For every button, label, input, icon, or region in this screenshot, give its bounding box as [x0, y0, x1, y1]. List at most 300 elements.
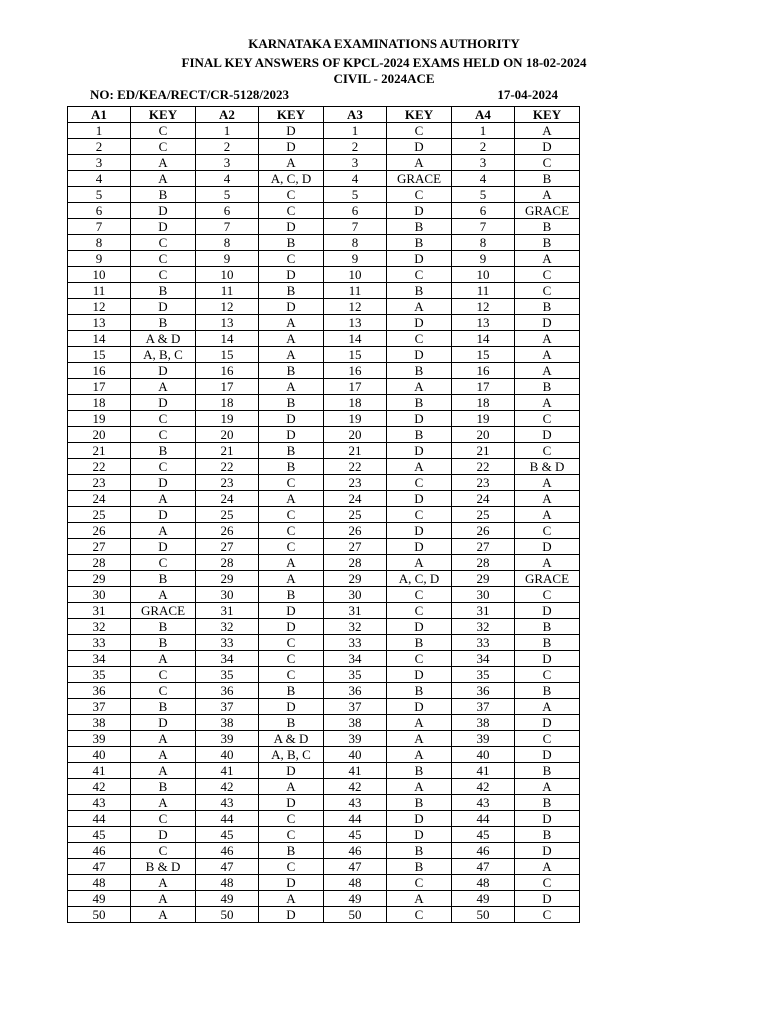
question-number-a3: 25: [324, 507, 387, 523]
question-number-a4: 32: [452, 619, 515, 635]
column-header-key: KEY: [131, 107, 196, 123]
question-number-a1: 9: [68, 251, 131, 267]
answer-key-a1: A: [131, 763, 196, 779]
question-number-a1: 15: [68, 347, 131, 363]
table-row: [68, 171, 580, 187]
question-number-a1: 6: [68, 203, 131, 219]
table-row: [68, 603, 580, 619]
question-number-a4: 36: [452, 683, 515, 699]
answer-key-a1: C: [131, 555, 196, 571]
answer-key-a2: D: [259, 219, 324, 235]
answer-key-a2: B: [259, 683, 324, 699]
answer-key-a4: B & D: [515, 459, 580, 475]
answer-key-a1: B & D: [131, 859, 196, 875]
answer-key-a4: A: [515, 859, 580, 875]
question-number-a4: 46: [452, 843, 515, 859]
table-row: [68, 123, 580, 139]
answer-key-a1: C: [131, 811, 196, 827]
question-number-a2: 6: [196, 203, 259, 219]
answer-key-a3: A: [387, 747, 452, 763]
answer-key-a2: A: [259, 331, 324, 347]
answer-key-a2: A & D: [259, 731, 324, 747]
answer-key-a3: B: [387, 763, 452, 779]
question-number-a1: 17: [68, 379, 131, 395]
question-number-a3: 24: [324, 491, 387, 507]
question-number-a2: 14: [196, 331, 259, 347]
answer-key-a4: B: [515, 171, 580, 187]
answer-key-a1: A: [131, 891, 196, 907]
answer-key-a4: D: [515, 427, 580, 443]
table-row: [68, 155, 580, 171]
answer-key-a1: C: [131, 683, 196, 699]
question-number-a1: 30: [68, 587, 131, 603]
table-row: [68, 139, 580, 155]
question-number-a2: 8: [196, 235, 259, 251]
question-number-a1: 12: [68, 299, 131, 315]
table-row: [68, 267, 580, 283]
question-number-a3: 34: [324, 651, 387, 667]
question-number-a4: 26: [452, 523, 515, 539]
answer-key-a3: D: [387, 491, 452, 507]
answer-key-a3: D: [387, 619, 452, 635]
question-number-a4: 6: [452, 203, 515, 219]
question-number-a4: 4: [452, 171, 515, 187]
answer-key-a2: D: [259, 411, 324, 427]
column-header-a3: A3: [324, 107, 387, 123]
question-number-a3: 36: [324, 683, 387, 699]
answer-key-a3: A: [387, 891, 452, 907]
answer-key-a1: D: [131, 507, 196, 523]
answer-key-a3: A: [387, 779, 452, 795]
answer-key-a4: GRACE: [515, 203, 580, 219]
question-number-a4: 17: [452, 379, 515, 395]
answer-key-a2: C: [259, 651, 324, 667]
answer-key-a3: B: [387, 683, 452, 699]
question-number-a2: 28: [196, 555, 259, 571]
answer-key-a4: A: [515, 251, 580, 267]
question-number-a2: 24: [196, 491, 259, 507]
question-number-a3: 2: [324, 139, 387, 155]
answer-key-a2: C: [259, 475, 324, 491]
answer-key-a4: C: [515, 267, 580, 283]
answer-key-a4: GRACE: [515, 571, 580, 587]
answer-key-a4: D: [515, 139, 580, 155]
question-number-a4: 37: [452, 699, 515, 715]
question-number-a1: 19: [68, 411, 131, 427]
table-row: [68, 683, 580, 699]
table-row: [68, 251, 580, 267]
answer-key-a4: A: [515, 491, 580, 507]
answer-key-a2: C: [259, 187, 324, 203]
answer-key-a4: D: [515, 715, 580, 731]
question-number-a4: 28: [452, 555, 515, 571]
answer-key-a1: A: [131, 379, 196, 395]
question-number-a4: 2: [452, 139, 515, 155]
answer-key-a4: A: [515, 331, 580, 347]
question-number-a1: 24: [68, 491, 131, 507]
answer-key-a4: B: [515, 619, 580, 635]
answer-key-a4: B: [515, 795, 580, 811]
answer-key-a4: B: [515, 635, 580, 651]
table-row: [68, 763, 580, 779]
question-number-a2: 21: [196, 443, 259, 459]
question-number-a4: 50: [452, 907, 515, 923]
question-number-a3: 8: [324, 235, 387, 251]
answer-key-a4: A: [515, 555, 580, 571]
answer-key-a2: B: [259, 283, 324, 299]
question-number-a3: 26: [324, 523, 387, 539]
question-number-a2: 41: [196, 763, 259, 779]
answer-key-a2: A: [259, 315, 324, 331]
answer-key-a2: C: [259, 203, 324, 219]
question-number-a4: 39: [452, 731, 515, 747]
table-row: [68, 507, 580, 523]
question-number-a4: 41: [452, 763, 515, 779]
answer-key-a1: A: [131, 651, 196, 667]
answer-key-a2: B: [259, 715, 324, 731]
question-number-a2: 40: [196, 747, 259, 763]
answer-key-a2: A: [259, 379, 324, 395]
question-number-a3: 32: [324, 619, 387, 635]
question-number-a4: 27: [452, 539, 515, 555]
issue-date: 17-04-2024: [497, 87, 558, 102]
answer-key-a3: GRACE: [387, 171, 452, 187]
question-number-a2: 43: [196, 795, 259, 811]
question-number-a3: 28: [324, 555, 387, 571]
answer-key-a2: A: [259, 155, 324, 171]
question-number-a3: 3: [324, 155, 387, 171]
question-number-a4: 19: [452, 411, 515, 427]
question-number-a4: 43: [452, 795, 515, 811]
table-row: [68, 475, 580, 491]
answer-key-a1: D: [131, 203, 196, 219]
answer-key-a2: D: [259, 875, 324, 891]
question-number-a4: 35: [452, 667, 515, 683]
question-number-a1: 49: [68, 891, 131, 907]
question-number-a4: 48: [452, 875, 515, 891]
question-number-a1: 23: [68, 475, 131, 491]
question-number-a3: 48: [324, 875, 387, 891]
answer-key-a1: C: [131, 459, 196, 475]
question-number-a3: 4: [324, 171, 387, 187]
question-number-a1: 21: [68, 443, 131, 459]
question-number-a1: 22: [68, 459, 131, 475]
header-exam-title: FINAL KEY ANSWERS OF KPCL-2024 EXAMS HELD ON 18-02-2024: [181, 55, 587, 70]
question-number-a2: 48: [196, 875, 259, 891]
table-row: [68, 347, 580, 363]
answer-key-a1: D: [131, 363, 196, 379]
question-number-a1: 1: [68, 123, 131, 139]
question-number-a3: 21: [324, 443, 387, 459]
table-row: [68, 219, 580, 235]
answer-key-a3: B: [387, 635, 452, 651]
table-row: [68, 283, 580, 299]
answer-key-a4: B: [515, 683, 580, 699]
answer-key-a1: D: [131, 827, 196, 843]
answer-key-a4: D: [515, 603, 580, 619]
answer-key-a1: B: [131, 699, 196, 715]
answer-key-a3: D: [387, 139, 452, 155]
question-number-a2: 44: [196, 811, 259, 827]
question-number-a4: 5: [452, 187, 515, 203]
question-number-a2: 31: [196, 603, 259, 619]
answer-key-a3: A, C, D: [387, 571, 452, 587]
question-number-a2: 17: [196, 379, 259, 395]
table-header-row: [68, 107, 580, 123]
question-number-a4: 13: [452, 315, 515, 331]
answer-key-a3: D: [387, 251, 452, 267]
question-number-a3: 13: [324, 315, 387, 331]
column-header-key: KEY: [515, 107, 580, 123]
question-number-a2: 45: [196, 827, 259, 843]
answer-key-a3: A: [387, 715, 452, 731]
answer-key-a1: A: [131, 795, 196, 811]
question-number-a2: 11: [196, 283, 259, 299]
answer-key-a4: D: [515, 315, 580, 331]
answer-key-a2: A: [259, 555, 324, 571]
answer-key-a2: C: [259, 507, 324, 523]
question-number-a4: 16: [452, 363, 515, 379]
question-number-a4: 9: [452, 251, 515, 267]
answer-key-a4: A: [515, 187, 580, 203]
answer-key-a1: B: [131, 635, 196, 651]
answer-key-a4: B: [515, 763, 580, 779]
question-number-a1: 39: [68, 731, 131, 747]
answer-key-a1: A: [131, 523, 196, 539]
table-row: [68, 699, 580, 715]
answer-key-a2: A, C, D: [259, 171, 324, 187]
question-number-a1: 28: [68, 555, 131, 571]
question-number-a3: 30: [324, 587, 387, 603]
table-row: [68, 795, 580, 811]
question-number-a1: 43: [68, 795, 131, 811]
answer-key-a1: D: [131, 475, 196, 491]
question-number-a1: 16: [68, 363, 131, 379]
answer-key-a2: D: [259, 699, 324, 715]
answer-key-a3: A: [387, 155, 452, 171]
question-number-a2: 46: [196, 843, 259, 859]
answer-key-a2: C: [259, 251, 324, 267]
answer-key-a1: B: [131, 283, 196, 299]
question-number-a1: 2: [68, 139, 131, 155]
column-header-key: KEY: [259, 107, 324, 123]
answer-key-a3: D: [387, 347, 452, 363]
answer-key-a3: C: [387, 475, 452, 491]
question-number-a2: 42: [196, 779, 259, 795]
question-number-a4: 21: [452, 443, 515, 459]
question-number-a4: 11: [452, 283, 515, 299]
question-number-a2: 29: [196, 571, 259, 587]
table-row: [68, 379, 580, 395]
answer-key-a1: A: [131, 587, 196, 603]
table-row: [68, 779, 580, 795]
answer-key-a1: D: [131, 299, 196, 315]
question-number-a1: 11: [68, 283, 131, 299]
table-row: [68, 651, 580, 667]
answer-key-a4: C: [515, 155, 580, 171]
answer-key-a3: C: [387, 907, 452, 923]
answer-key-a4: B: [515, 219, 580, 235]
question-number-a2: 36: [196, 683, 259, 699]
question-number-a1: 20: [68, 427, 131, 443]
question-number-a2: 33: [196, 635, 259, 651]
answer-key-a2: D: [259, 907, 324, 923]
answer-key-a3: B: [387, 283, 452, 299]
answer-key-a3: B: [387, 235, 452, 251]
question-number-a3: 46: [324, 843, 387, 859]
answer-key-a2: D: [259, 603, 324, 619]
question-number-a1: 42: [68, 779, 131, 795]
question-number-a1: 45: [68, 827, 131, 843]
answer-key-a4: C: [515, 907, 580, 923]
question-number-a1: 36: [68, 683, 131, 699]
answer-key-a4: C: [515, 587, 580, 603]
answer-key-a2: C: [259, 539, 324, 555]
question-number-a2: 10: [196, 267, 259, 283]
answer-key-a4: C: [515, 443, 580, 459]
question-number-a2: 32: [196, 619, 259, 635]
answer-key-a3: B: [387, 427, 452, 443]
question-number-a2: 20: [196, 427, 259, 443]
question-number-a1: 44: [68, 811, 131, 827]
question-number-a4: 38: [452, 715, 515, 731]
answer-key-a2: B: [259, 395, 324, 411]
answer-key-a2: C: [259, 523, 324, 539]
answer-key-a2: A: [259, 571, 324, 587]
question-number-a1: 8: [68, 235, 131, 251]
header-subject-title: CIVIL - 2024ACE: [333, 71, 435, 86]
answer-key-a3: D: [387, 827, 452, 843]
question-number-a4: 44: [452, 811, 515, 827]
answer-key-a2: B: [259, 459, 324, 475]
question-number-a4: 34: [452, 651, 515, 667]
answer-key-a3: B: [387, 859, 452, 875]
answer-key-a1: C: [131, 235, 196, 251]
question-number-a1: 50: [68, 907, 131, 923]
table-row: [68, 443, 580, 459]
question-number-a2: 2: [196, 139, 259, 155]
column-header-key: KEY: [387, 107, 452, 123]
answer-key-a4: D: [515, 747, 580, 763]
question-number-a1: 34: [68, 651, 131, 667]
question-number-a3: 42: [324, 779, 387, 795]
question-number-a2: 27: [196, 539, 259, 555]
question-number-a3: 33: [324, 635, 387, 651]
table-row: [68, 827, 580, 843]
question-number-a3: 1: [324, 123, 387, 139]
answer-key-a3: A: [387, 459, 452, 475]
answer-key-a1: C: [131, 427, 196, 443]
table-row: [68, 315, 580, 331]
question-number-a2: 49: [196, 891, 259, 907]
table-row: [68, 395, 580, 411]
question-number-a2: 22: [196, 459, 259, 475]
question-number-a2: 38: [196, 715, 259, 731]
answer-key-a1: B: [131, 443, 196, 459]
question-number-a2: 5: [196, 187, 259, 203]
question-number-a4: 40: [452, 747, 515, 763]
question-number-a3: 5: [324, 187, 387, 203]
question-number-a1: 27: [68, 539, 131, 555]
table-row: [68, 715, 580, 731]
question-number-a1: 37: [68, 699, 131, 715]
question-number-a2: 25: [196, 507, 259, 523]
question-number-a1: 4: [68, 171, 131, 187]
answer-key-a1: A & D: [131, 331, 196, 347]
answer-key-a2: D: [259, 427, 324, 443]
table-row: [68, 587, 580, 603]
answer-key-a3: C: [387, 331, 452, 347]
question-number-a4: 12: [452, 299, 515, 315]
question-number-a1: 31: [68, 603, 131, 619]
question-number-a4: 42: [452, 779, 515, 795]
answer-key-table: [67, 106, 580, 923]
table-row: [68, 635, 580, 651]
question-number-a4: 1: [452, 123, 515, 139]
answer-key-a4: D: [515, 811, 580, 827]
table-row: [68, 811, 580, 827]
table-row: [68, 571, 580, 587]
answer-key-a3: A: [387, 379, 452, 395]
table-row: [68, 667, 580, 683]
question-number-a3: 19: [324, 411, 387, 427]
answer-key-a1: GRACE: [131, 603, 196, 619]
answer-key-a3: B: [387, 363, 452, 379]
answer-key-a3: A: [387, 731, 452, 747]
answer-key-a1: C: [131, 843, 196, 859]
answer-key-a4: C: [515, 875, 580, 891]
answer-key-a1: B: [131, 619, 196, 635]
answer-key-a3: D: [387, 667, 452, 683]
question-number-a2: 9: [196, 251, 259, 267]
question-number-a3: 31: [324, 603, 387, 619]
question-number-a1: 5: [68, 187, 131, 203]
table-row: [68, 875, 580, 891]
question-number-a3: 7: [324, 219, 387, 235]
question-number-a1: 38: [68, 715, 131, 731]
answer-key-a2: A: [259, 347, 324, 363]
answer-key-a3: C: [387, 587, 452, 603]
question-number-a3: 29: [324, 571, 387, 587]
question-number-a1: 40: [68, 747, 131, 763]
question-number-a4: 7: [452, 219, 515, 235]
question-number-a4: 25: [452, 507, 515, 523]
question-number-a4: 31: [452, 603, 515, 619]
answer-key-a3: C: [387, 507, 452, 523]
question-number-a2: 39: [196, 731, 259, 747]
question-number-a1: 41: [68, 763, 131, 779]
question-number-a4: 47: [452, 859, 515, 875]
question-number-a1: 47: [68, 859, 131, 875]
answer-key-a2: B: [259, 235, 324, 251]
answer-key-a2: C: [259, 859, 324, 875]
table-row: [68, 523, 580, 539]
answer-key-a3: C: [387, 603, 452, 619]
question-number-a1: 35: [68, 667, 131, 683]
answer-key-a1: D: [131, 219, 196, 235]
question-number-a3: 9: [324, 251, 387, 267]
answer-key-a4: A: [515, 779, 580, 795]
question-number-a4: 33: [452, 635, 515, 651]
answer-key-a4: B: [515, 299, 580, 315]
question-number-a3: 37: [324, 699, 387, 715]
answer-key-a3: A: [387, 555, 452, 571]
table-row: [68, 731, 580, 747]
table-row: [68, 747, 580, 763]
question-number-a1: 3: [68, 155, 131, 171]
answer-key-a1: A: [131, 907, 196, 923]
question-number-a1: 14: [68, 331, 131, 347]
